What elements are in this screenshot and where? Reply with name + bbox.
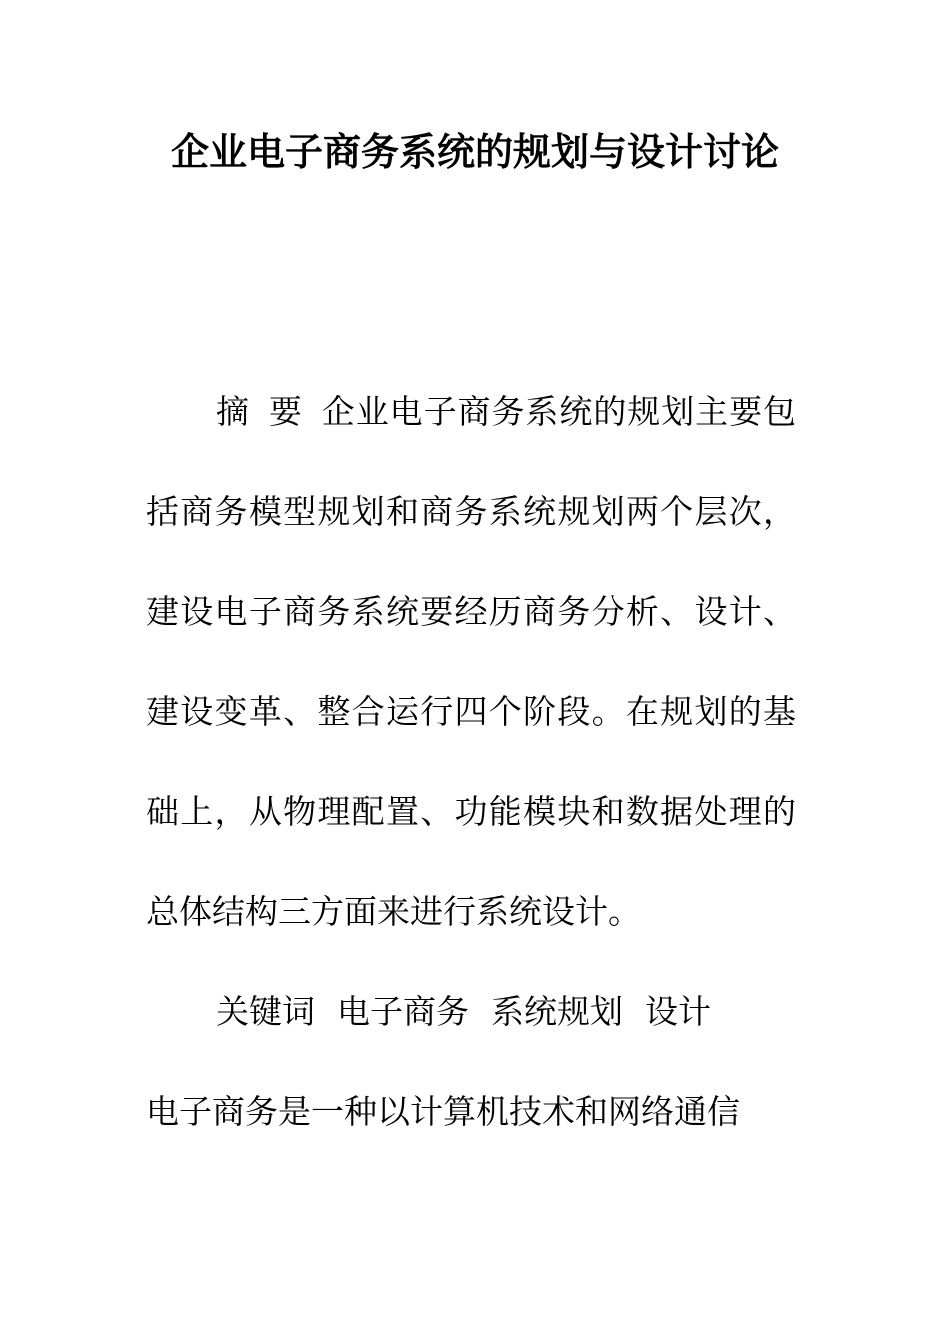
keywords-paragraph [146,962,796,1062]
abstract-label-2: 要 [267,392,303,431]
document-body [146,362,796,1162]
abstract-text: 企业电子商务系统的规划主要包括商务模型规划和商务系统规划两个层次，建设电子商务系统要经历商务分析、设计、建设变革、整合运行四个阶段。在规划的基础上，从物理配置、功能模块和数据处理的总体结构三方面来进行系统设计。 [146,392,797,931]
document-title: 企业电子商务系统的规划与设计讨论 [170,129,779,174]
keywords-label: 关键词 [216,992,315,1031]
keyword-item: 系统规划 [491,992,623,1031]
abstract-label-1: 摘 [216,392,250,431]
keyword-item: 设计 [645,992,711,1031]
body-paragraph: 电子商务是一种以计算机技术和网络通信 [146,1092,740,1131]
abstract-paragraph [146,362,796,962]
keyword-item: 电子商务 [337,992,469,1031]
